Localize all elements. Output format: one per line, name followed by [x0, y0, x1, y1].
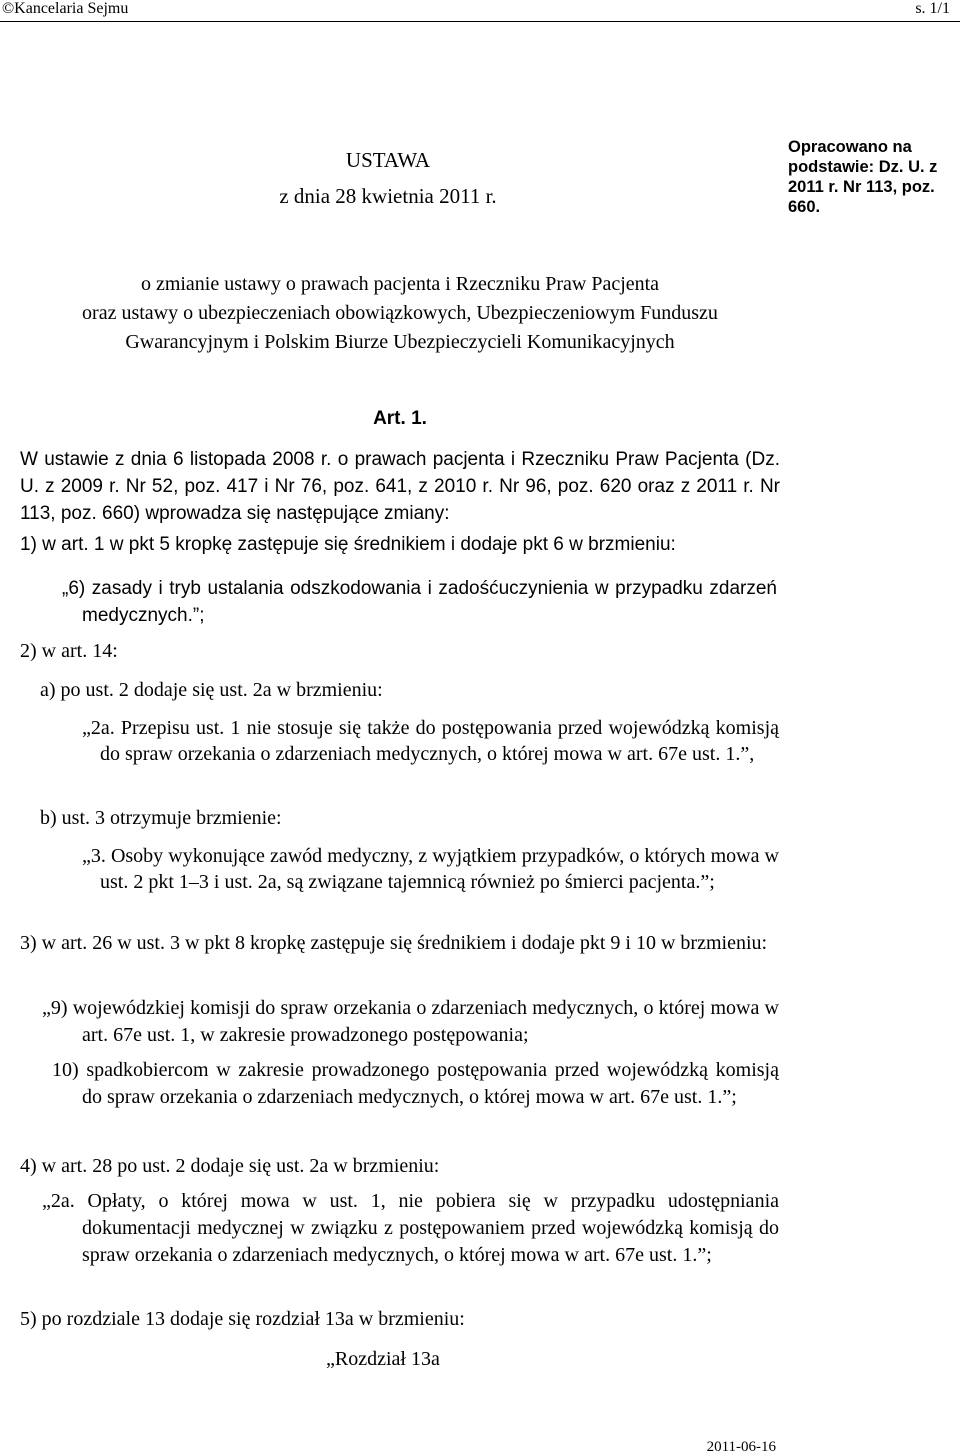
amendment-quote-1: „6) zasady i tryb ustalania odszkodowania i zadośćuczynienia w przypadku zdarzeń medycznych.”; — [62, 578, 777, 626]
article-heading: Art. 1. — [373, 408, 427, 429]
amendment-quote-3-item-9: „9) wojewódzkiej komisji do spraw orzekania o zdarzeniach medycznych, o której mowa w art. 67e ust. 1, w zakresie prowadzonego postępowania; — [42, 997, 779, 1046]
header-divider — [0, 21, 960, 22]
amendment-quote-2a: „2a. Przepisu ust. 1 nie stosuje się także do postępowania przed wojewódzką komisją do spraw orzekania o zdarzeniach medycznych, o której mowa w art. 67e ust. 1.”, — [82, 717, 779, 765]
act-subject — [0, 270, 800, 357]
subject-line: oraz ustawy o ubezpieczeniach obowiązkowych, Ubezpieczeniowym Funduszu — [82, 302, 718, 324]
amendment-point-2a: a) po ust. 2 dodaje się ust. 2a w brzmieniu: — [40, 679, 383, 701]
subject-line: Gwarancyjnym i Polskim Biurze Ubezpieczycieli Komunikacyjnych — [125, 331, 675, 353]
amendment-point-3 — [20, 930, 779, 957]
amendment-quote-2b: „3. Osoby wykonujące zawód medyczny, z wyjątkiem przypadków, o których mowa w ust. 2 pkt 1–3 i ust. 2a, są związane tajemnicą również po śmierci pacjenta.”; — [82, 845, 779, 893]
amendment-point-2: 2) w art. 14: — [20, 640, 118, 662]
amendment-quote-4: „2a. Opłaty, o której mowa w ust. 1, nie pobiera się w przypadku udostępniania dokumentacji medycznej w związku z postępowaniem przed wojewódzką komisją do spraw orzekania o zdarzeniach medycznych, o której mowa w art. 67e ust. 1.”; — [42, 1190, 779, 1266]
amendment-point-5: 5) po rozdziale 13 dodaje się rozdział 13a w brzmieniu: — [20, 1308, 465, 1330]
amendment-point-1: 1) w art. 1 w pkt 5 kropkę zastępuje się średnikiem i dodaje pkt 6 w brzmieniu: — [20, 534, 676, 555]
header-source: ©Kancelaria Sejmu — [2, 0, 129, 17]
page-number: s. 1/1 — [915, 0, 950, 17]
amendment-point-2b: b) ust. 3 otrzymuje brzmienie: — [40, 807, 282, 829]
act-type-title: USTAWA — [345, 148, 431, 172]
footer-date: 2011-06-16 — [706, 1439, 776, 1455]
amendment-quote-3-item-10: 10) spadkobiercom w zakresie prowadzonego postępowania przed wojewódzką komisją do spraw orzekania o zdarzeniach medycznych, o której mowa w art. 67e ust. 1.”; — [52, 1059, 779, 1108]
amendment-point-4: 4) w art. 28 po ust. 2 dodaje się ust. 2a w brzmieniu: — [20, 1155, 440, 1177]
act-date: z dnia 28 kwietnia 2011 r. — [279, 184, 497, 208]
amendment-point-3-text: 3) w art. 26 w ust. 3 w pkt 8 kropkę zastępuje się średnikiem i dodaje pkt 9 i 10 w brzmieniu: — [20, 932, 768, 954]
article-intro: W ustawie z dnia 6 listopada 2008 r. o prawach pacjenta i Rzeczniku Praw Pacjenta (Dz. U. z 2009 r. Nr 52, poz. 417 i Nr 76, poz. 641, z 2010 r. Nr 96, poz. 620 oraz z 2011 r. Nr 113, poz. 660) wprowadza się następujące zmiany: — [20, 449, 780, 524]
chapter-heading: „Rozdział 13a — [326, 1348, 440, 1370]
subject-line: o zmianie ustawy o prawach pacjenta i Rzeczniku Praw Pacjenta — [140, 273, 660, 295]
source-note: Opracowano na podstawie: Dz. U. z 2011 r. Nr 113, poz. 660. — [788, 138, 938, 216]
